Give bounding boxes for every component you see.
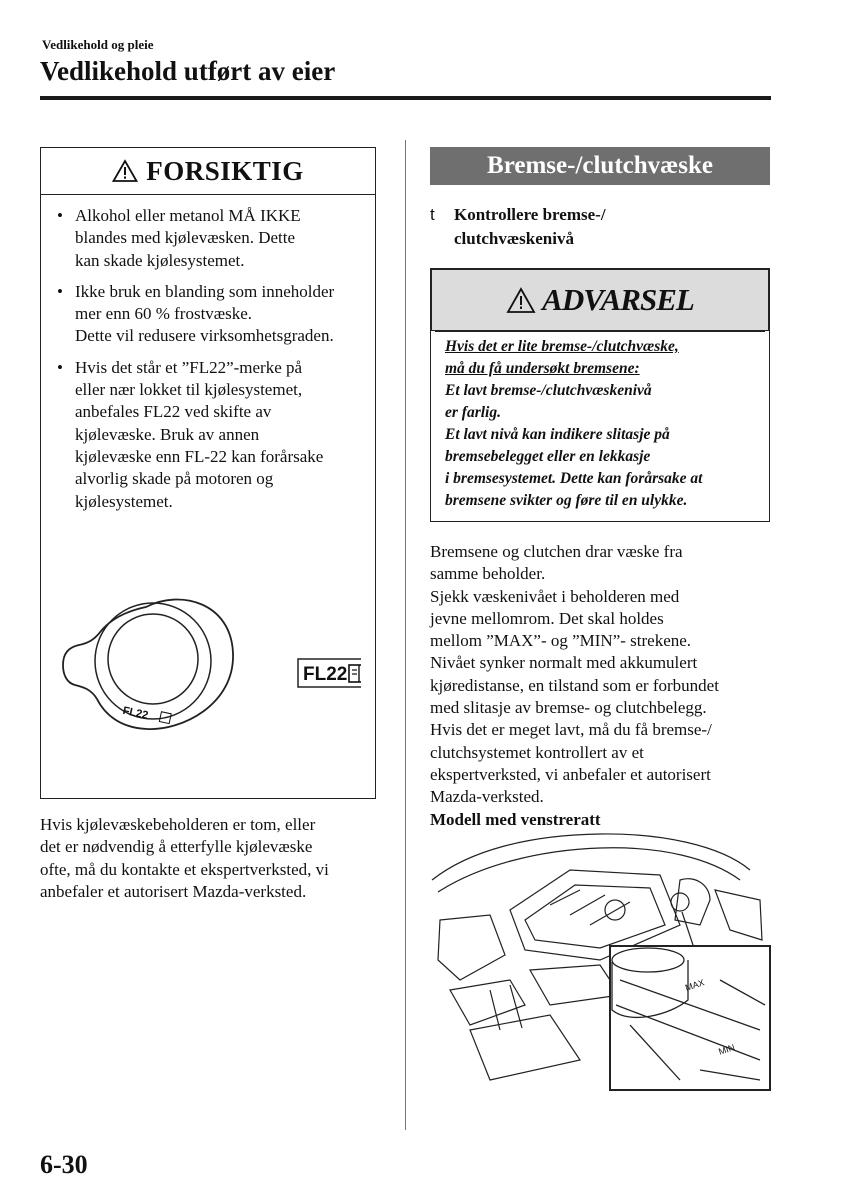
text-line: Kontrollere bremse-/ [454, 205, 606, 224]
fl22-badge-label: FL22 [303, 664, 348, 685]
text-line: samme beholder. [430, 564, 546, 584]
warning-triangle-icon [112, 159, 138, 183]
text-line: Alkohol eller metanol MÅ IKKE [75, 206, 301, 225]
text-line: kjølesystemet. [75, 491, 173, 511]
text-line: anbefales FL22 ved skifte av [75, 402, 272, 422]
warning-header [431, 269, 769, 331]
text-line: i bremsesystemet. Dette kan forårsake at [445, 470, 703, 487]
check-level-heading [430, 203, 606, 251]
text-line: Hvis kjølevæskebeholderen er tom, eller [40, 815, 316, 834]
text-line: clutchsystemet kontrollert av et [430, 742, 644, 762]
title-rule [40, 96, 771, 100]
text-line: Bremsene og clutchen drar væske fra [430, 542, 683, 561]
text-line: mellom ”MAX”- og ”MIN”- strekene. [430, 631, 692, 651]
min-label: MIN [717, 1042, 737, 1057]
text-line: anbefaler et autorisert Mazda-verksted. [40, 881, 307, 901]
text-line: eller nær lokket til kjølesystemet, [75, 380, 303, 400]
reservoir-inset [610, 946, 770, 1090]
text-line: kan skade kjølesystemet. [75, 250, 245, 270]
model-label: Modell med venstreratt [430, 809, 601, 829]
text-line: kjøredistanse, en tilstand som er forbundet [430, 675, 719, 695]
engine-bay-illustration [430, 830, 772, 1092]
text-line: Sjekk væskenivået i beholderen med [430, 586, 680, 606]
brake-fluid-paragraph [430, 541, 719, 831]
text-line: Hvis det står et ”FL22”-merke på [75, 357, 303, 377]
page-number: 6-30 [40, 1150, 88, 1179]
text-line: kjølevæske enn FL-22 kan forårsake [75, 446, 324, 466]
text-line: ekspertverksted, vi anbefaler et autorisert [430, 764, 711, 784]
warning-triangle-icon [506, 287, 536, 314]
text-line: Et lavt nivå kan indikere slitasje på [445, 426, 670, 443]
text-line: jevne mellomrom. Det skal holdes [430, 608, 664, 628]
text-line: er farlig. [445, 404, 501, 421]
warning-box [430, 268, 770, 522]
text-line: alvorlig skade på motoren og [75, 469, 274, 489]
bullet-icon: • [57, 281, 63, 301]
caution-item [55, 357, 363, 513]
cap-label: FL22 [121, 704, 150, 722]
brake-fluid-section-header: Bremse-/clutchvæske [430, 147, 770, 185]
column-divider [405, 140, 406, 1130]
caution-item [55, 281, 363, 348]
bullet-icon: • [57, 206, 63, 225]
text-line: ofte, må du kontakte et ekspertverksted, vi [40, 859, 329, 879]
radiator-cap-illustration [61, 593, 361, 743]
text-line: Nivået synker normalt med akkumulert [430, 653, 698, 673]
warning-body [435, 331, 765, 512]
text-line: det er nødvendig å etterfylle kjølevæske [40, 837, 313, 857]
text-line: mer enn 60 % frostvæske. [75, 304, 253, 324]
text-line: Hvis det er meget lavt, må du få bremse-/ [430, 720, 712, 740]
caution-box [40, 147, 376, 799]
page-title: Vedlikehold utført av eier [40, 56, 336, 86]
text-line: Hvis det er lite bremse-/clutchvæske, [445, 338, 679, 355]
text-line: kjølevæske. Bruk av annen [75, 424, 260, 444]
text-line: Et lavt bremse-/clutchvæskenivå [445, 382, 652, 399]
coolant-paragraph [40, 814, 329, 903]
text-line: blandes med kjølevæsken. Dette [75, 228, 296, 248]
text-line: bremsebelegget eller en lekkasje [445, 448, 651, 465]
caution-item [55, 205, 363, 272]
manual-book-icon [349, 665, 361, 682]
warning-title: ADVARSEL [542, 282, 694, 317]
text-line: Ikke bruk en blanding som inneholder [75, 281, 335, 301]
text-line: clutchvæskenivå [454, 229, 574, 248]
caution-list [41, 195, 375, 513]
text-line: Dette vil redusere virksomhetsgraden. [75, 326, 334, 346]
caution-title: FORSIKTIG [146, 155, 304, 186]
text-line: må du få undersøkt bremsene: [445, 360, 640, 377]
text-line: Mazda-verksted. [430, 787, 544, 807]
heading-marker: t [430, 205, 435, 224]
caution-header [41, 148, 375, 195]
max-label: MAX [683, 977, 706, 993]
text-line: med slitasje av bremse- og clutchbelegg. [430, 698, 707, 718]
section-label: Vedlikehold og pleie [42, 37, 154, 52]
bullet-icon: • [57, 357, 63, 377]
text-line: bremsene svikter og føre til en ulykke. [445, 492, 688, 509]
